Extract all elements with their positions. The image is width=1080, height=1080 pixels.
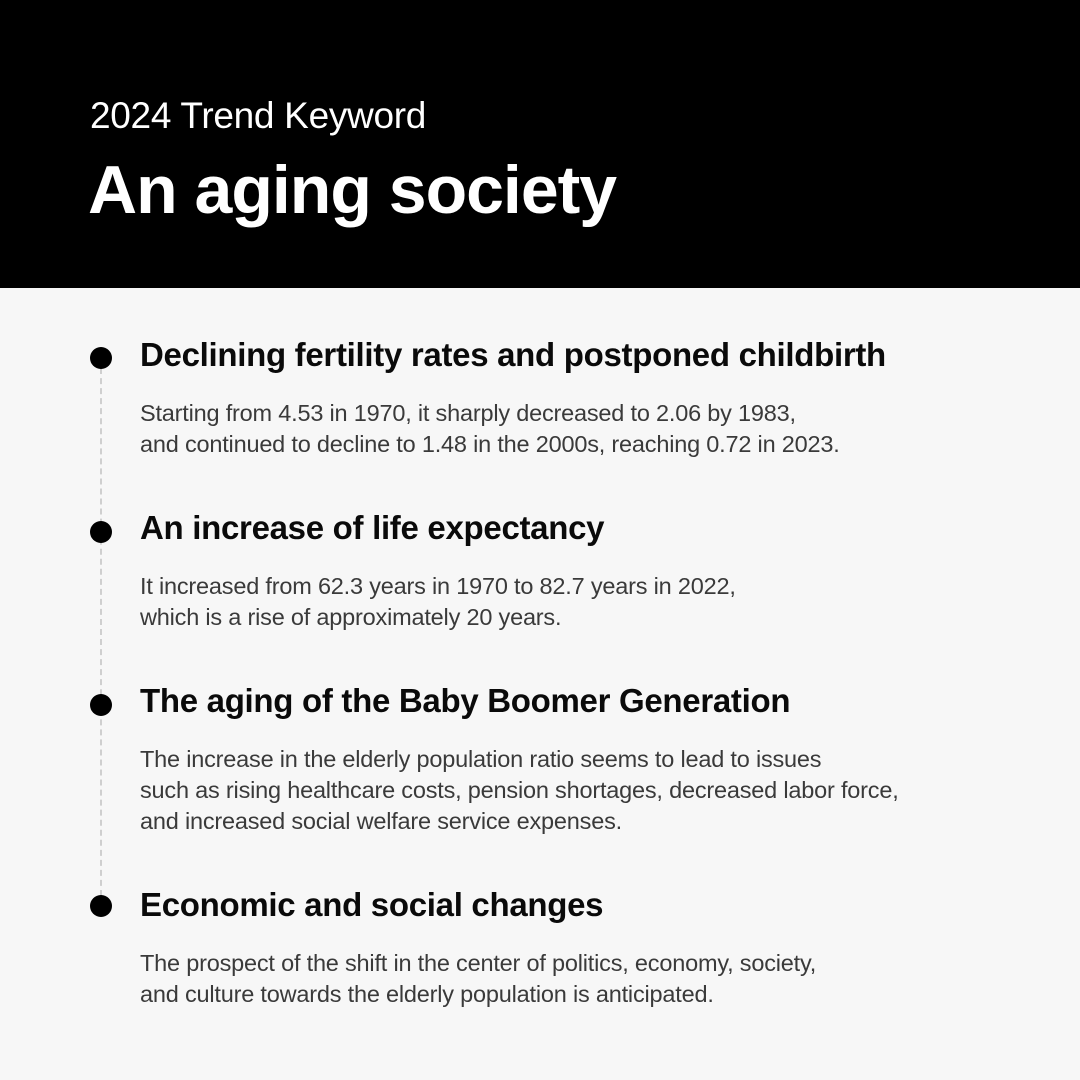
item-title: Economic and social changes: [140, 886, 604, 923]
item-description: The increase in the elderly population ratio seems to lead to issues such as rising healthcare costs, pension shortages, decreased labor force, and increased social welfare service expenses.: [140, 746, 899, 834]
item-title: An increase of life expectancy: [140, 509, 605, 546]
item-description: The prospect of the shift in the center of politics, economy, society, and culture towards the elderly population is anticipated.: [140, 950, 817, 1007]
timeline-dot-icon: [90, 694, 112, 716]
timeline-connector-line: [100, 358, 102, 906]
item-title: Declining fertility rates and postponed childbirth: [140, 336, 886, 373]
header-banner: [0, 0, 1080, 288]
item-description: Starting from 4.53 in 1970, it sharply decreased to 2.06 by 1983, and continued to decline to 1.48 in the 2000s, reaching 0.72 in 2023.: [140, 400, 840, 457]
timeline-dot-icon: [90, 521, 112, 543]
timeline-dot-icon: [90, 347, 112, 369]
timeline-dot-icon: [90, 895, 112, 917]
item-description: It increased from 62.3 years in 1970 to 82.7 years in 2022, which is a rise of approximately 20 years.: [140, 573, 736, 630]
page-title: An aging society: [88, 152, 617, 228]
header-kicker: 2024 Trend Keyword: [90, 95, 427, 136]
item-title: The aging of the Baby Boomer Generation: [140, 682, 791, 719]
